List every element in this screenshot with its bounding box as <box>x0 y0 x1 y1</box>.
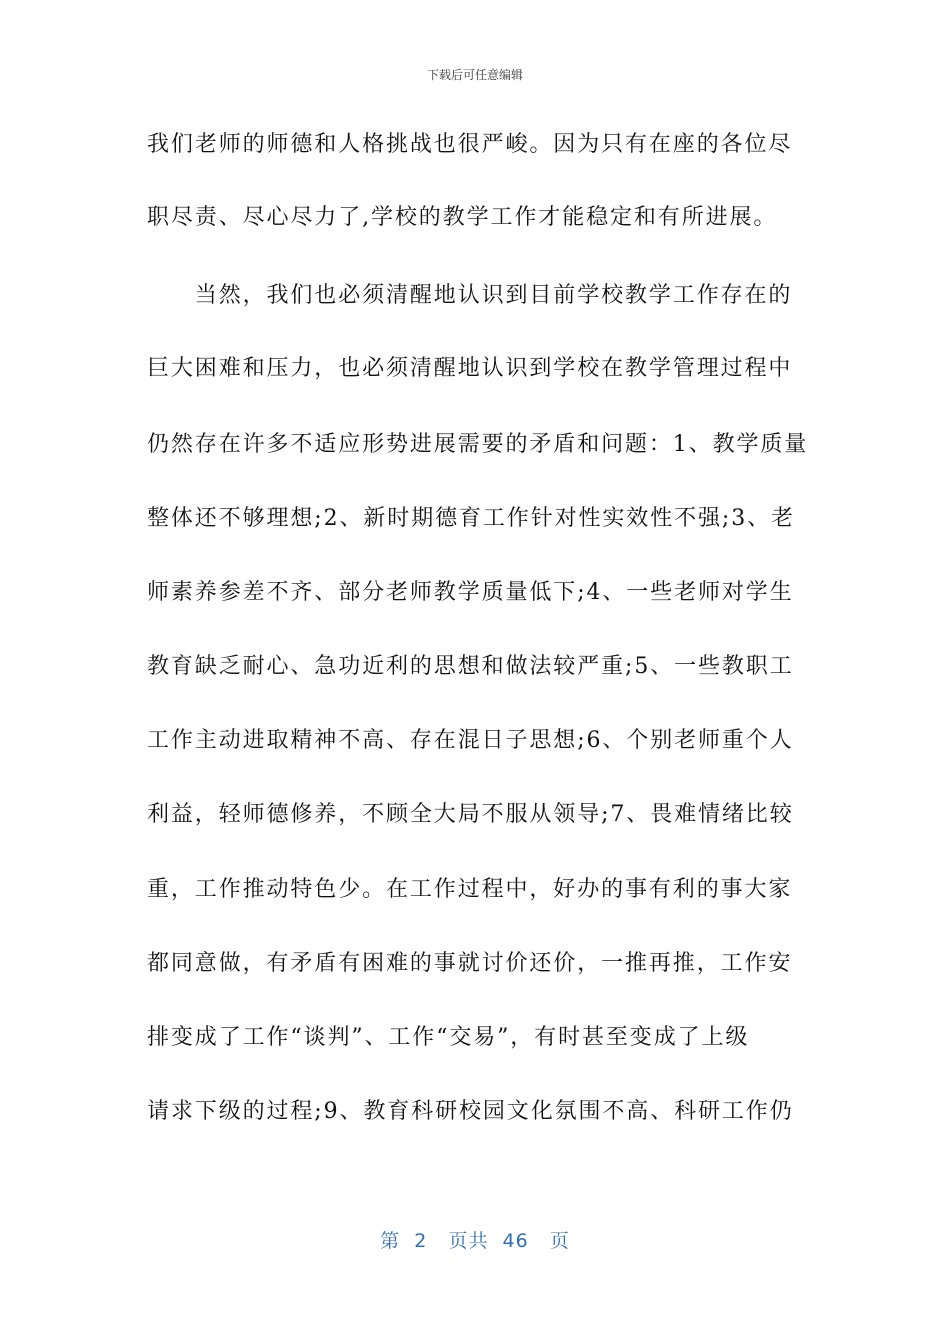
text-line: 请求下级的过程;9、教育科研校园文化氛围不高、科研工作仍 <box>147 1099 794 1124</box>
text-line: 师素养参差不齐、部分老师教学质量低下;4、一些老师对学生 <box>147 580 794 605</box>
text-line: 重，工作推动特色少。在工作过程中，好办的事有利的事大家 <box>147 877 793 902</box>
text-line: 仍然存在许多不适应形势进展需要的矛盾和问题：1、教学质量 <box>147 432 809 457</box>
text-line: 当然，我们也必须清醒地认识到目前学校教学工作存在的 <box>147 283 793 308</box>
text-line: 巨大困难和压力，也必须清醒地认识到学校在教学管理过程中 <box>147 356 793 381</box>
text-line: 工作主动进取精神不高、存在混日子思想;6、个别老师重个人 <box>147 728 794 753</box>
page-number-footer: 第 2 页共 46 页 <box>380 1230 570 1252</box>
text-line: 教育缺乏耐心、急功近利的思想和做法较严重;5、一些教职工 <box>147 654 794 679</box>
text-line: 利益，轻师德修养，不顾全大局不服从领导;7、畏难情绪比较 <box>147 802 794 827</box>
text-line: 排变成了工作“谈判”、工作“交易”，有时甚至变成了上级 <box>147 1025 750 1050</box>
text-line: 我们老师的师德和人格挑战也很严峻。因为只有在座的各位尽 <box>147 132 793 157</box>
text-line: 整体还不够理想;2、新时期德育工作针对性实效性不强;3、老 <box>147 506 795 531</box>
text-line: 职尽责、尽心尽力了,学校的教学工作才能稳定和有所进展。 <box>147 205 778 230</box>
text-line: 都同意做，有矛盾有困难的事就讨价还价，一推再推，工作安 <box>147 951 793 976</box>
page-header-note: 下载后可任意编辑 <box>426 68 523 82</box>
